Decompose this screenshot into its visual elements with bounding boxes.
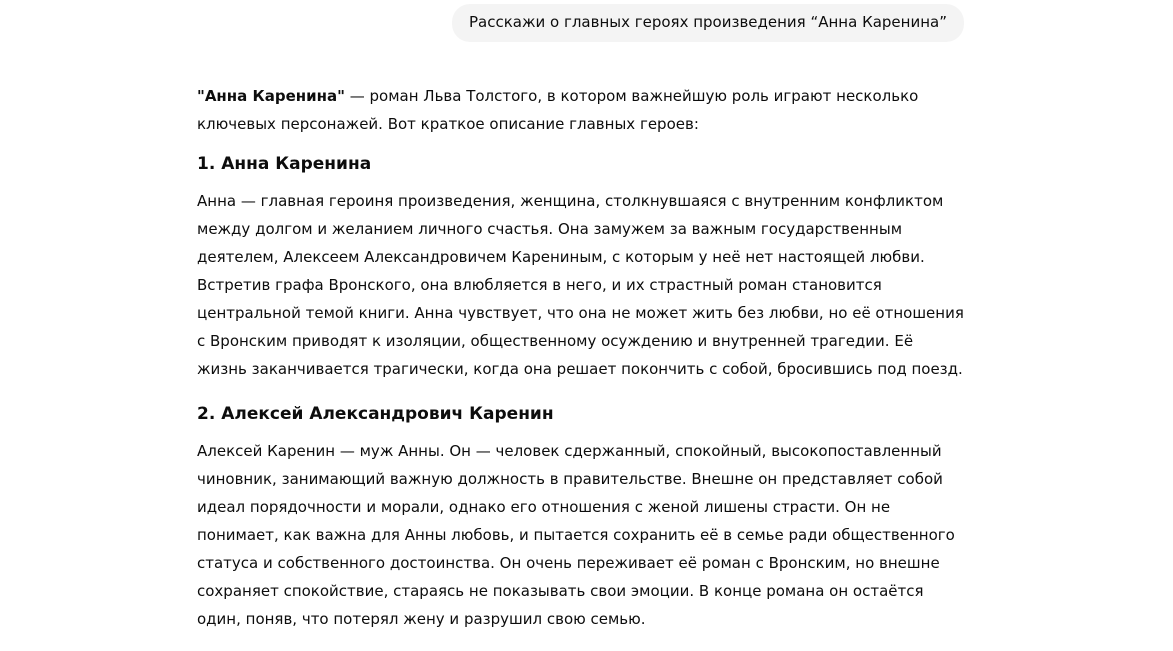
user-message-bubble (452, 4, 964, 42)
intro-paragraph (197, 82, 967, 138)
section-body-karenin: Алексей Каренин — муж Анны. Он — человек сдержанный, спокойный, высокопоставленный чиновник, занимающий важную должность в правительстве. Внешне он представляет собой идеал порядочности и морали, однако его отношения с женой лишены страсти. Он не понимает, как важна для Анны любовь, и пытается сохранить её в семье ради общественного статуса и собственного достоинства. Он очень переживает её роман с Вронским, но внешне сохраняет спокойствие, стараясь не показывать свои эмоции. В конце романа он остаётся один, поняв, что потерял жену и разрушил свою семью. (197, 442, 955, 628)
section-heading-karenin: 2. Алексей Александрович Каренин (197, 404, 554, 424)
section-body-anna: Анна — главная героиня произведения, женщина, столкнувшаяся с внутренним конфликтом между долгом и желанием личного счастья. Она замужем за важным государственным деятелем, Алексеем Александровичем Карениным, с которым у неё нет настоящей любви. Встретив графа Вронского, она влюбляется в него, и их страстный роман становится центральной темой книги. Анна чувствует, что она не может жить без любви, но её отношения с Вронским приводят к изоляции, общественному осуждению и внутренней трагедии. Её жизнь заканчивается трагически, когда она решает покончить с собой, бросившись под поезд. (197, 192, 964, 378)
intro-text: — роман Льва Толстого, в котором важнейшую роль играют несколько ключевых персонажей. Вот краткое описание главных героев: (197, 87, 919, 133)
assistant-response (197, 82, 967, 651)
intro-bold-title: "Анна Каренина" (197, 87, 345, 105)
section-heading-anna: 1. Анна Каренина (197, 154, 372, 174)
user-message-text: Расскажи о главных героях произведения “Анна Каренина” (468, 13, 947, 31)
